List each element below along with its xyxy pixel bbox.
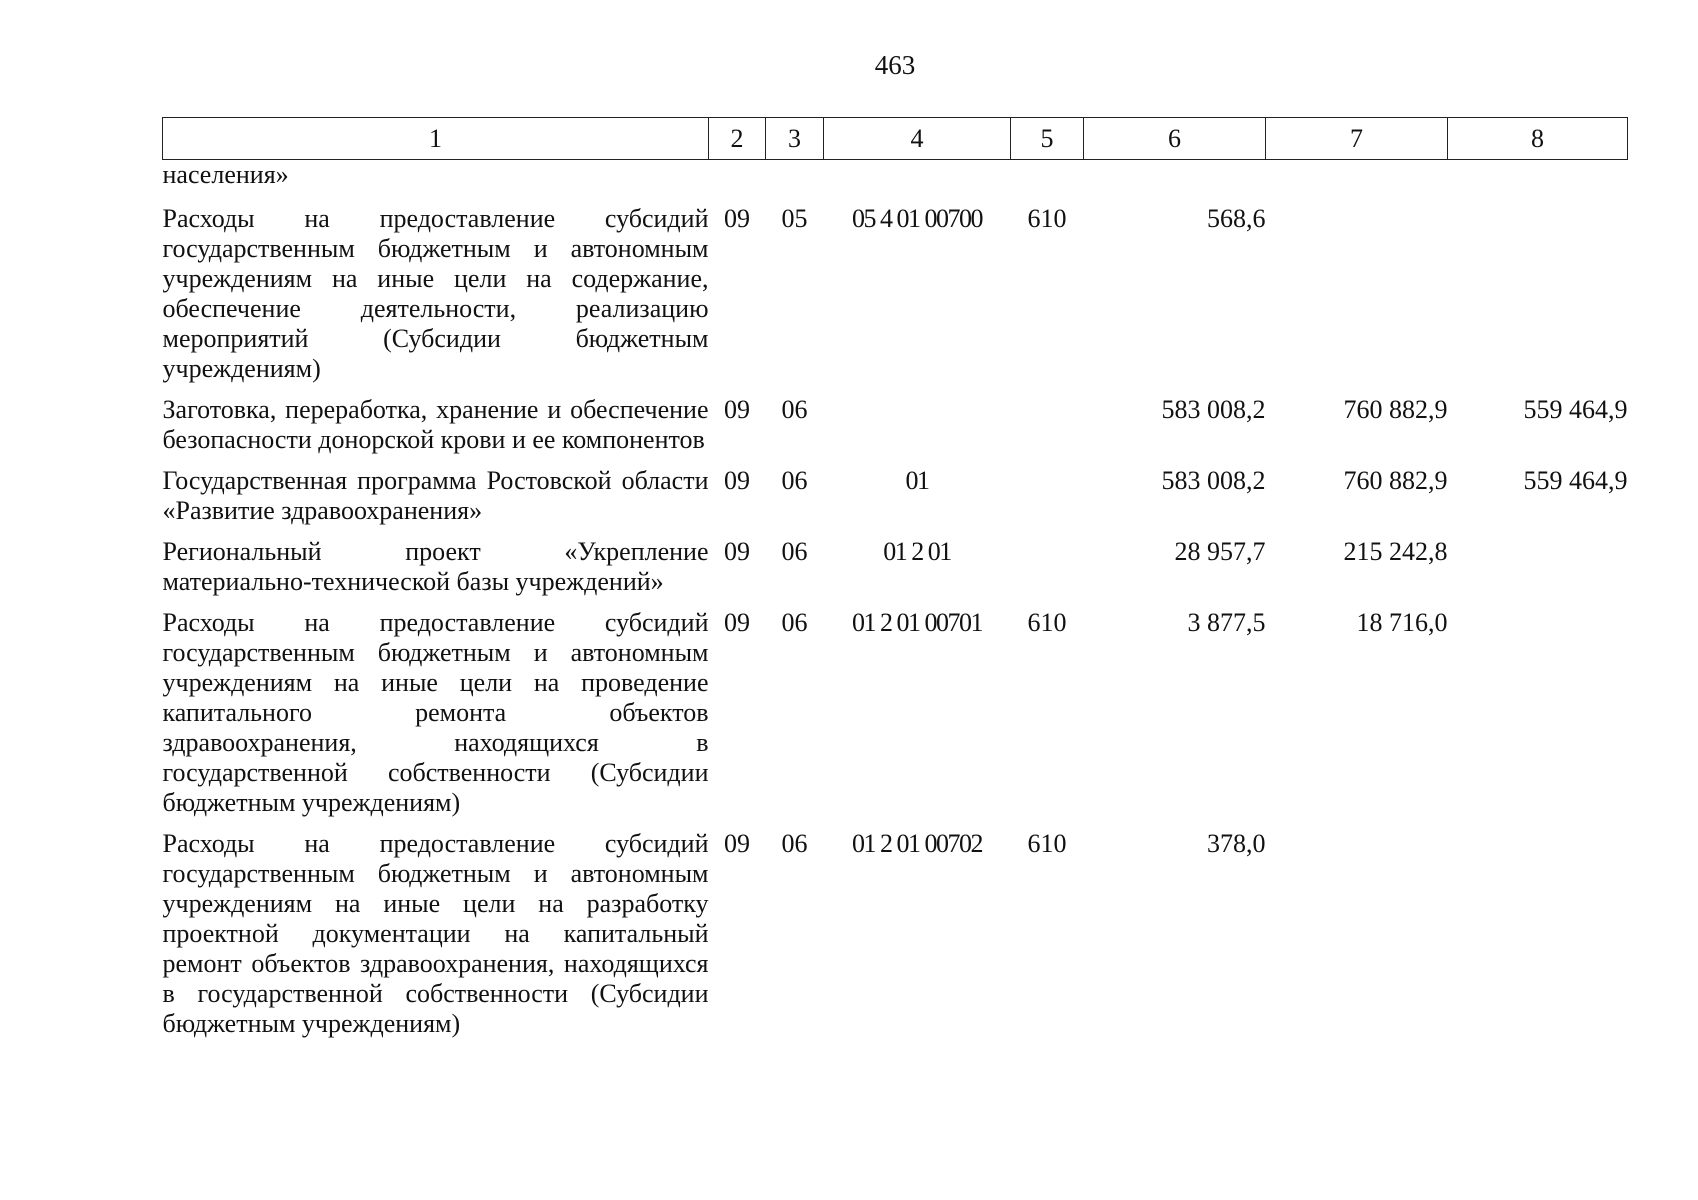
row-description: Расходы на предоставление субсидий государственным бюджетным и автономным учреждениям на иные цели на содержание, обеспечение деятельности, реализацию мероприятий (Субсидии бюджетным учреждениям) [162, 204, 709, 383]
row-expense-type [1011, 388, 1084, 459]
row-expense-type: 610 [1027, 204, 1067, 233]
row-target-article: 01 2 01 [883, 537, 951, 566]
row-amount-col8 [1448, 197, 1628, 388]
row-expense-type [1011, 530, 1084, 601]
row-target-article: 01 2 01 00702 [852, 829, 982, 858]
row-description: Заготовка, переработка, хранение и обеспечение безопасности донорской крови и ее компонентов [162, 395, 709, 454]
column-header-4: 4 [824, 118, 1011, 160]
page-number: 463 [874, 50, 916, 80]
row-subsection: 05 [781, 204, 808, 233]
row-expense-type: 610 [1027, 608, 1067, 637]
row-description: Региональный проект «Укрепление материально-технической базы учреждений» [162, 537, 709, 596]
table-row [163, 388, 1628, 459]
row-amount-col7: 760 882,9 [1343, 395, 1448, 424]
row-amount-col7: 760 882,9 [1343, 466, 1448, 495]
row-amount-col6: 378,0 [1207, 829, 1266, 858]
row-section: 09 [724, 829, 750, 858]
column-header-3: 3 [766, 118, 824, 160]
column-header-8: 8 [1448, 118, 1628, 160]
row-subsection: 06 [781, 829, 808, 858]
table-row [163, 197, 1628, 388]
table-row [163, 459, 1628, 530]
row-amount-col8: 559 464,9 [1523, 466, 1628, 495]
row-section: 09 [724, 608, 750, 637]
row-amount-col6: 28 957,7 [1174, 537, 1266, 566]
row-section: 09 [724, 537, 750, 566]
column-header-1: 1 [163, 118, 709, 160]
row-subsection: 06 [781, 608, 808, 637]
row-subsection: 06 [781, 395, 808, 424]
header-row [163, 118, 1628, 160]
row-amount-col6: 568,6 [1207, 204, 1266, 233]
row-subsection: 06 [781, 466, 808, 495]
row-description: Расходы на предоставление субсидий государственным бюджетным и автономным учреждениям на иные цели на разработку проектной документации на капитальный ремонт объектов здравоохранения, находящихся в государственной собственности (Субсидии бюджетным учреждениям) [162, 829, 709, 1038]
row-section: 09 [724, 204, 750, 233]
column-header-7: 7 [1266, 118, 1448, 160]
row-amount-col8 [1448, 601, 1628, 822]
table-row [163, 601, 1628, 822]
row-target-article: 01 2 01 00701 [852, 608, 982, 637]
row-expense-type [1011, 459, 1084, 530]
row-amount-col7: 215 242,8 [1343, 537, 1448, 566]
row-amount-col6: 583 008,2 [1161, 395, 1266, 424]
row-amount-col8 [1448, 530, 1628, 601]
column-header-2: 2 [709, 118, 766, 160]
column-header-5: 5 [1011, 118, 1084, 160]
row-target-article [824, 388, 1011, 459]
continuation-text: населения» [162, 160, 289, 189]
row-section: 09 [724, 466, 750, 495]
row-amount-col6: 583 008,2 [1161, 466, 1266, 495]
row-target-article: 05 4 01 00700 [852, 204, 982, 233]
table-row [163, 822, 1628, 1043]
row-description: Расходы на предоставление субсидий государственным бюджетным и автономным учреждениям на иные цели на проведение капитального ремонта объектов здравоохранения, находящихся в государственной собственности (Субсидии бюджетным учреждениям) [162, 608, 709, 817]
row-amount-col7 [1266, 822, 1448, 1043]
row-target-article: 01 [905, 466, 929, 495]
row-amount-col8 [1448, 822, 1628, 1043]
row-description: Государственная программа Ростовской области «Развитие здравоохранения» [162, 466, 709, 525]
table-row [163, 530, 1628, 601]
continuation-row [163, 160, 1628, 198]
row-amount-col7 [1266, 197, 1448, 388]
row-amount-col7: 18 716,0 [1356, 608, 1448, 637]
column-header-6: 6 [1084, 118, 1266, 160]
row-expense-type: 610 [1027, 829, 1067, 858]
row-amount-col8: 559 464,9 [1523, 395, 1628, 424]
budget-table [162, 117, 1628, 1043]
row-subsection: 06 [781, 537, 808, 566]
row-section: 09 [724, 395, 750, 424]
row-amount-col6: 3 877,5 [1187, 608, 1266, 637]
